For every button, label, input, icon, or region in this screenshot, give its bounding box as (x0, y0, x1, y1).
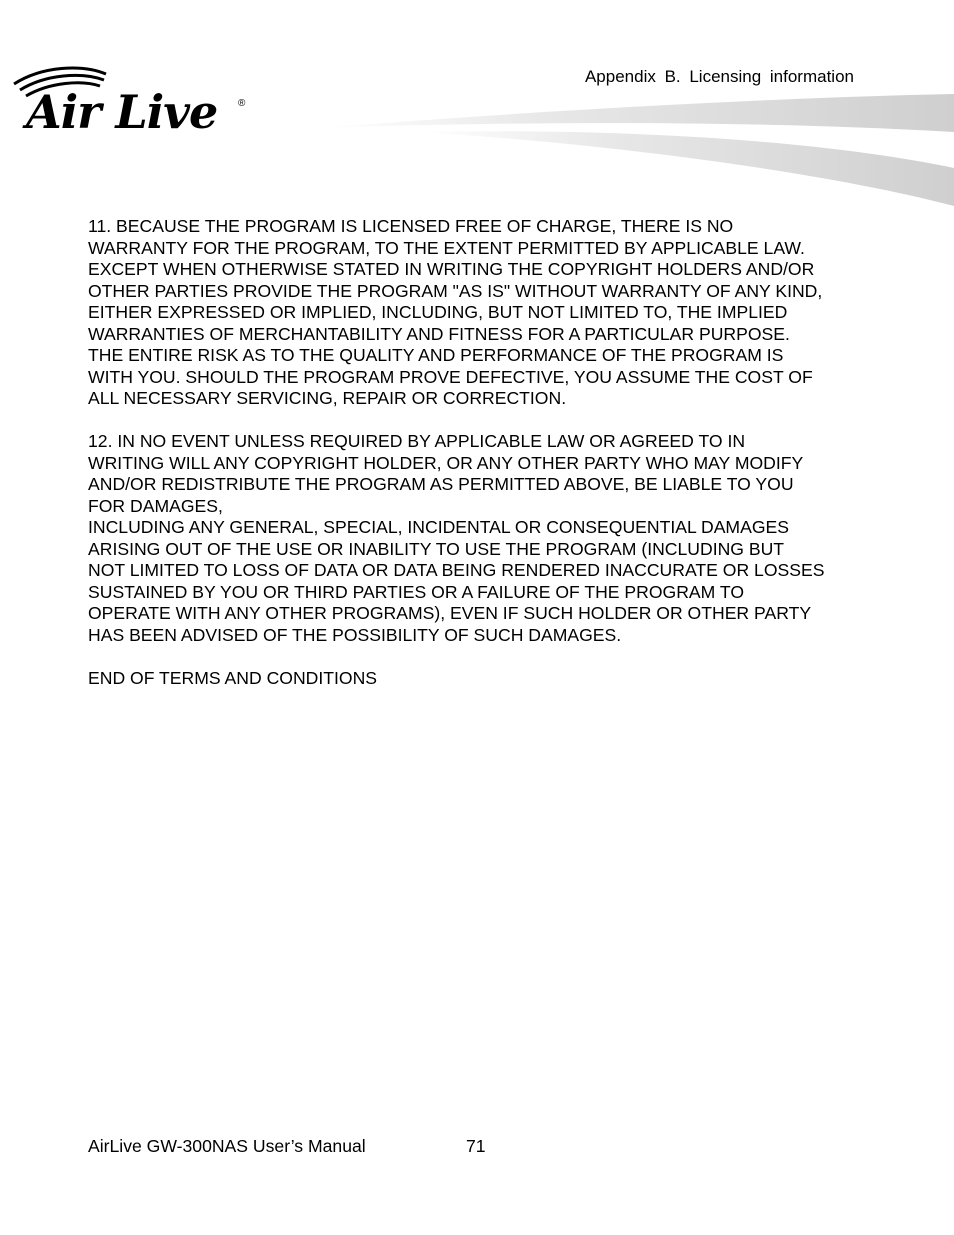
paragraph-end: END OF TERMS AND CONDITIONS (88, 667, 378, 688)
logo-graphic (12, 62, 252, 134)
logo-text: Air Live (26, 85, 218, 134)
airlive-logo (12, 62, 252, 134)
svg-text:®: ® (238, 98, 246, 109)
license-body (88, 216, 888, 711)
page-number: 71 (466, 1136, 486, 1156)
paragraph-warranty: 11. BECAUSE THE PROGRAM IS LICENSED FREE OF CHARGE, THERE IS NO WARRANTY FOR THE PROGRAM, TO THE EXTENT PERMITTED BY APPLICABLE LAW. EXCEPT WHEN OTHERWISE STATED IN WRITING THE COPYRIGHT HOLDERS AND/OR OTHER PARTIES PROVIDE THE PROGRAM "AS IS" WITHOUT WARRANTY OF ANY KIND, EITHER EXPRESSED OR IMPLIED, INCLUDING, BUT NOT LIMITED TO, THE IMPLIED WARRANTIES OF MERCHANTABILITY AND FITNESS FOR A PARTICULAR PURPOSE. THE ENTIRE RISK AS TO THE QUALITY AND PERFORMANCE OF THE PROGRAM IS WITH YOU. SHOULD THE PROGRAM PROVE DEFECTIVE, YOU ASSUME THE COST OF ALL NECESSARY SERVICING, REPAIR OR CORRECTION. (88, 216, 823, 408)
section-title: Appendix B. Licensing information (584, 67, 854, 86)
footer-manual-title: AirLive GW-300NAS User’s Manual (88, 1136, 366, 1156)
paragraph-liability: 12. IN NO EVENT UNLESS REQUIRED BY APPLICABLE LAW OR AGREED TO IN WRITING WILL ANY COPYRIGHT HOLDER, OR ANY OTHER PARTY WHO MAY MODIFY AND/OR REDISTRIBUTE THE PROGRAM AS PERMITTED ABOVE, BE LIABLE TO YOU FOR DAMAGES, INCLUDING ANY GENERAL, SPECIAL, INCIDENTAL OR CONSEQUENTIAL DAMAGES ARISING OUT OF THE USE OR INABILITY TO USE THE PROGRAM (INCLUDING BUT NOT LIMITED TO LOSS OF DATA OR DATA BEING RENDERED INACCURATE OR LOSSES SUSTAINED BY YOU OR THIRD PARTIES OR A FAILURE OF THE PROGRAM TO OPERATE WITH ANY OTHER PROGRAMS), EVEN IF SUCH HOLDER OR OTHER PARTY HAS BEEN ADVISED OF THE POSSIBILITY OF SUCH DAMAGES. (88, 431, 825, 645)
